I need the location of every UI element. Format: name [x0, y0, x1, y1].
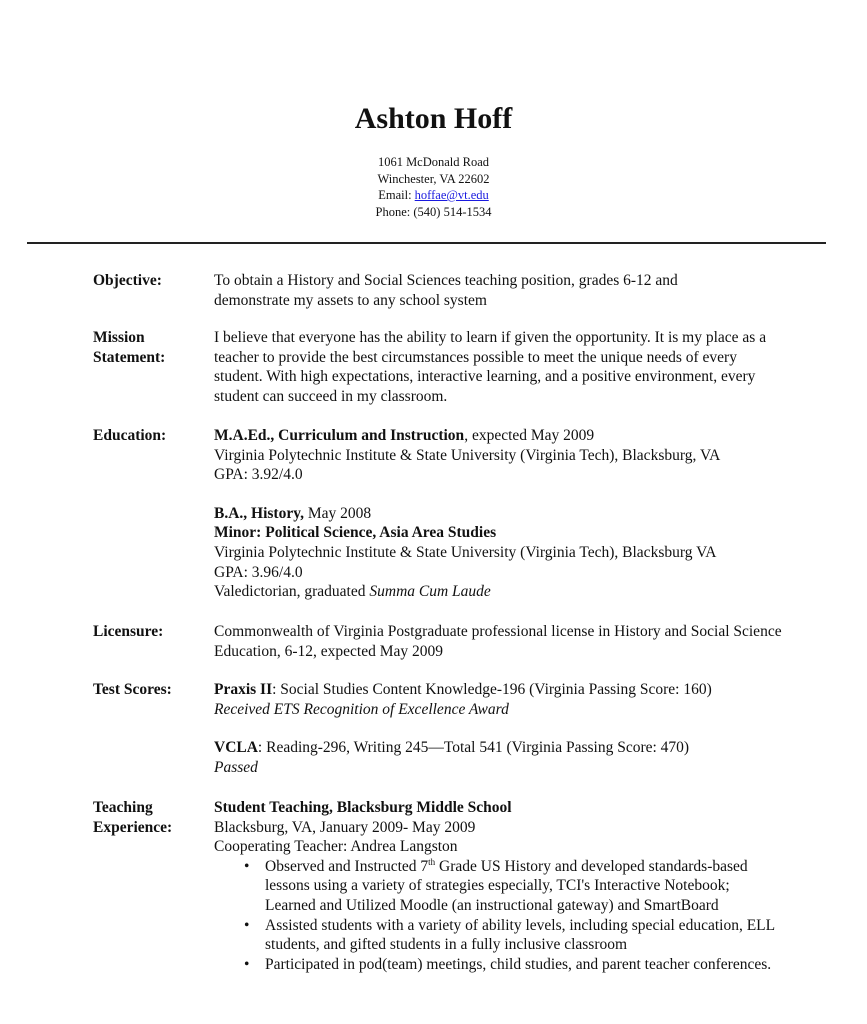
section-label: Licensure:	[93, 623, 164, 640]
ma-gpa: GPA: 3.92/4.0	[214, 466, 303, 484]
ba-school: Virginia Polytechnic Institute & State University (Virginia Tech), Blacksburg VA	[214, 543, 717, 561]
vcla-score: VCLA: Reading-296, Writing 245—Total 541 (Virginia Passing Score: 470)	[214, 739, 690, 757]
ba-minor: Minor: Political Science, Asia Area Studies	[214, 524, 497, 542]
ba-honor: Valedictorian, graduated Summa Cum Laude	[214, 583, 491, 601]
education-section	[93, 426, 813, 602]
section-label: Objective:	[93, 272, 162, 289]
job-place: Blacksburg, VA, January 2009- May 2009	[214, 818, 476, 836]
objective-text: To obtain a History and Social Sciences teaching position, grades 6-12 and demonstrate my assets to any school system	[214, 272, 678, 309]
section-label: Education:	[93, 427, 167, 444]
praxis-score: Praxis II: Social Studies Content Knowledge-196 (Virginia Passing Score: 160)	[214, 681, 712, 698]
list-item: • Observed and Instructed 7th Grade US History and developed standards-based lessons using a variety of strategies especially, TCI's Interactive Notebook; Learned and Utilized Moodle (an instructional gateway) and SmartBoard	[265, 857, 783, 916]
ma-degree: M.A.Ed., Curriculum and Instruction, expected May 2009	[214, 427, 595, 444]
praxis-award: Received ETS Recognition of Excellence Award	[214, 700, 509, 718]
teaching-section	[93, 798, 783, 974]
section-label: Test Scores:	[93, 681, 172, 698]
mission-section	[93, 328, 783, 406]
job-teacher: Cooperating Teacher: Andrea Langston	[214, 838, 458, 856]
ma-school: Virginia Polytechnic Institute & State University (Virginia Tech), Blacksburg, VA	[214, 446, 721, 464]
list-item: • Participated in pod(team) meetings, child studies, and parent teacher conferences.	[265, 955, 783, 975]
job-title: Student Teaching, Blacksburg Middle School	[214, 799, 512, 816]
ba-degree: B.A., History, May 2008	[214, 504, 372, 522]
section-label: Teaching Experience:	[93, 799, 173, 836]
header-divider	[27, 242, 826, 244]
contact-info	[0, 154, 867, 220]
email-line	[0, 187, 867, 204]
objective-section	[93, 271, 743, 310]
list-item: • Assisted students with a variety of ability levels, including special education, ELL students, and gifted students in a fully inclusive classroom	[265, 916, 783, 955]
licensure-text: Commonwealth of Virginia Postgraduate professional license in History and Social Science Education, 6-12, expected May 2009	[214, 623, 782, 660]
address-line-2: Winchester, VA 22602	[377, 171, 490, 186]
ba-gpa: GPA: 3.96/4.0	[214, 563, 303, 581]
email-label: Email:	[378, 188, 415, 202]
licensure-section	[93, 622, 783, 661]
email-link[interactable]: hoffae@vt.edu	[414, 188, 489, 202]
section-label: Mission Statement:	[93, 329, 166, 366]
resume-name: Ashton Hoff	[354, 102, 513, 135]
duties-list	[214, 857, 783, 975]
address-line-1: 1061 McDonald Road	[377, 155, 490, 169]
phone-line: Phone: (540) 514-1534	[375, 204, 492, 219]
test-scores-section	[93, 680, 813, 777]
mission-text: I believe that everyone has the ability to learn if given the opportunity. It is my place as a teacher to provide the best circumstances possible to meet the unique needs of every student. With high expectations, interactive learning, and a positive environment, every student can succeed in my classroom.	[214, 329, 767, 405]
vcla-result: Passed	[214, 758, 258, 776]
